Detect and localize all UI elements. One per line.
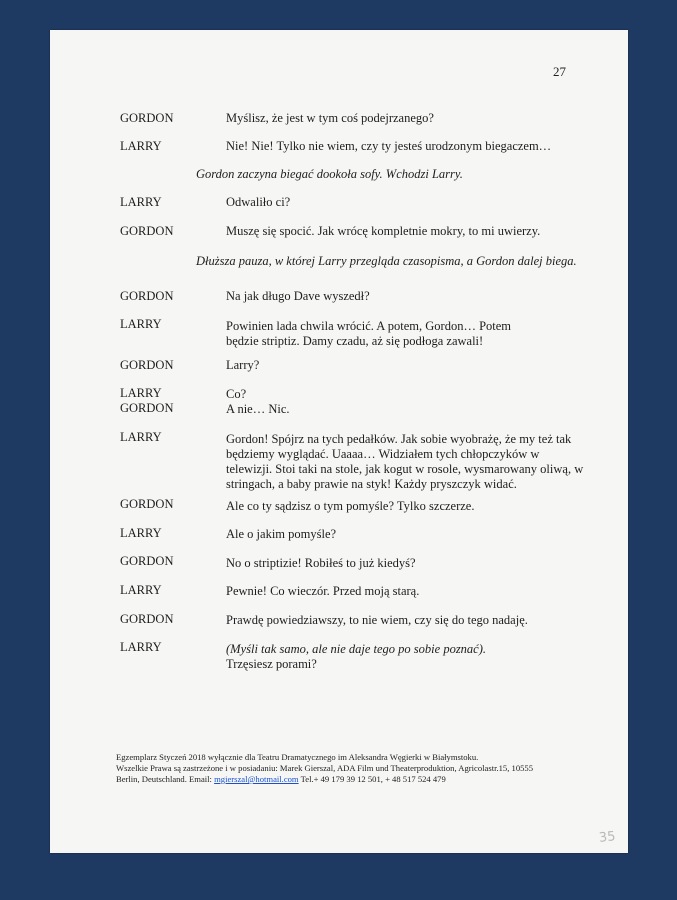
footer-text: Tel.+ 49 179 39 12 501, + 48 517 524 479: [298, 774, 446, 784]
speaker-label: GORDON: [120, 554, 174, 568]
speaker-label: GORDON: [120, 289, 174, 303]
speaker-label: GORDON: [120, 401, 174, 415]
speaker-label: GORDON: [120, 224, 174, 238]
speaker-label: LARRY: [120, 139, 162, 153]
speaker-label: GORDON: [120, 358, 174, 372]
dialogue-line: Na jak długo Dave wyszedł?: [226, 289, 370, 303]
dialogue-line: Gordon! Spójrz na tych pedałków. Jak sobie wyobrażę, że my też tak: [226, 432, 572, 446]
speaker-label: GORDON: [120, 497, 174, 511]
dialogue-line: Larry?: [226, 358, 260, 372]
stage-direction: Gordon zaczyna biegać dookoła sofy. Wchodzi Larry.: [196, 167, 463, 181]
speaker-label: GORDON: [120, 111, 174, 125]
dialogue-line: Co?: [226, 387, 247, 401]
dialogue-line: stringach, a baby prawie na styk! Każdy pryszczyk widać.: [226, 477, 517, 491]
speaker-label: LARRY: [120, 640, 162, 654]
speaker-label: LARRY: [120, 386, 162, 400]
dialogue-line: telewizji. Stoi taki na stole, jak kogut w rosole, wysmarowany oliwą, w: [226, 462, 584, 476]
footer-text: Berlin, Deutschland. Email:: [116, 774, 215, 784]
dialogue-line: Myślisz, że jest w tym coś podejrzanego?: [226, 111, 434, 125]
footer-line: Wszelkie Prawa są zastrzeżone i w posiadaniu: Marek Gierszal, ADA Film und Theaterproduktion, Agricolastr.15, 10555: [116, 763, 534, 773]
copyright-footer: [116, 752, 566, 785]
dialogue-line: będziemy wyglądać. Uaaaa… Widziałem tych chłopczyków w: [226, 447, 540, 461]
dialogue-line: Muszę się spocić. Jak wrócę kompletnie mokry, to mi uwierzy.: [226, 224, 541, 238]
dialogue-line: Trzęsiesz porami?: [226, 657, 317, 671]
speaker-label: GORDON: [120, 612, 174, 626]
footer-line: [116, 774, 566, 785]
speaker-label: LARRY: [120, 526, 162, 540]
footer-line: Egzemplarz Styczeń 2018 wyłącznie dla Teatru Dramatycznego im Aleksandra Węgierki w Białymstoku.: [116, 752, 479, 762]
dialogue-line: Powinien lada chwila wrócić. A potem, Gordon… Potem: [226, 319, 512, 333]
dialogue-line: Nie! Nie! Tylko nie wiem, czy ty jesteś urodzonym biegaczem…: [226, 139, 552, 153]
stage-direction: (Myśli tak samo, ale nie daje tego po sobie poznać).: [226, 642, 487, 656]
speaker-label: LARRY: [120, 195, 162, 209]
dialogue-line: będzie striptiz. Damy czadu, aż się podłoga zawali!: [226, 334, 484, 348]
speaker-label: LARRY: [120, 583, 162, 597]
dialogue-line: Prawdę powiedziawszy, to nie wiem, czy się do tego nadaję.: [226, 613, 528, 627]
dialogue-line: Odwaliło ci?: [226, 195, 291, 209]
email-link[interactable]: mgierszal@hotmail.com: [214, 774, 299, 784]
speaker-label: LARRY: [120, 317, 162, 331]
stage-direction: Dłuższa pauza, w której Larry przegląda czasopisma, a Gordon dalej biega.: [196, 254, 577, 268]
script-page: [50, 30, 628, 853]
speaker-label: LARRY: [120, 430, 162, 444]
dialogue-line: Pewnie! Co wieczór. Przed moją starą.: [226, 584, 420, 598]
handwritten-page-number: 35: [598, 829, 617, 846]
page-number: 27: [553, 64, 566, 79]
dialogue-line: Ale co ty sądzisz o tym pomyśle? Tylko szczerze.: [226, 499, 475, 513]
dialogue-line: No o striptizie! Robiłeś to już kiedyś?: [226, 556, 416, 570]
dialogue-line: Ale o jakim pomyśle?: [226, 527, 337, 541]
dialogue-line: A nie… Nic.: [226, 402, 290, 416]
